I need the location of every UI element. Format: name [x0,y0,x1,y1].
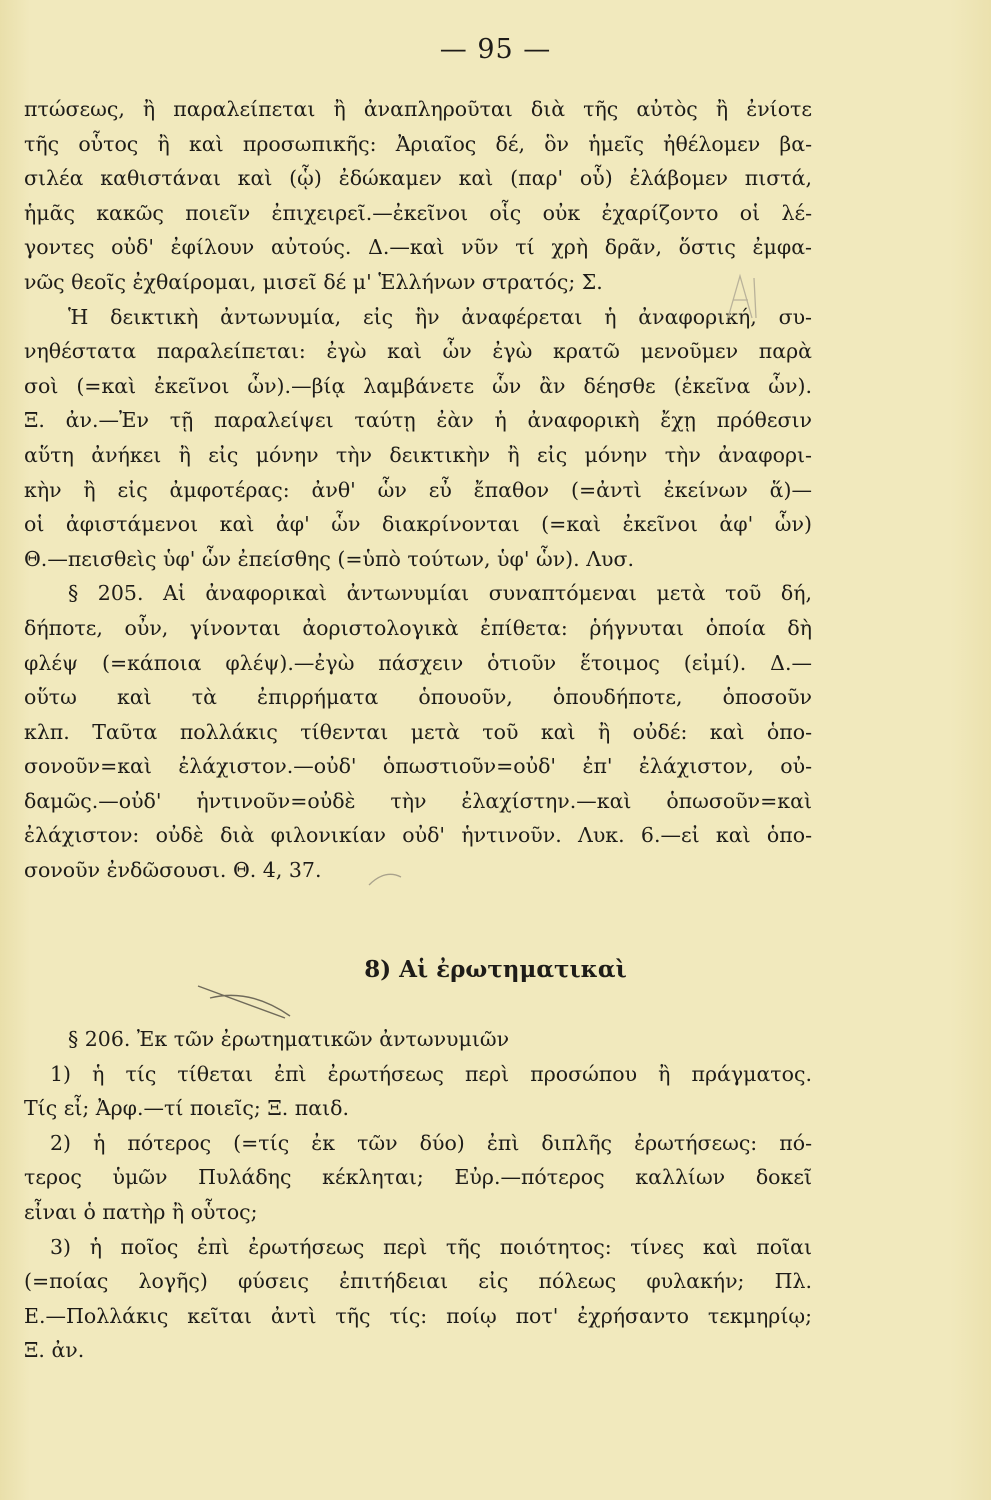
text-line: Ἡ δεικτικὴ ἀντωνυμία, εἰς ἣν ἀναφέρεται ἡ ἀναφορική, συ- [68,304,812,329]
text-line: γοντες οὐδ' ἐφίλουν αὐτούς. Δ.—καὶ νῦν τί χρὴ δρᾶν, ὅστις ἐμφα- [24,235,812,260]
text-line: Θ.—πεισθεὶς ὑφ' ὧν ἐπείσθης (=ὑπὸ τούτων, ὑφ' ὧν). Λυσ. [24,546,634,571]
text-line: § 205. Αἱ ἀναφορικαὶ ἀντωνυμίαι συναπτόμεναι μετὰ τοῦ δή, [68,581,812,606]
text-line: τῆς οὗτος ἢ καὶ προσωπικῆς: Ἀριαῖος δέ, ὃν ἡμεῖς ἠθέλομεν βα- [24,131,812,156]
text-line: νηθέστατα παραλείπεται: ἐγὼ καὶ ὧν ἐγὼ κρατῶ μενοῦμεν παρὰ [24,339,812,364]
text-line: οἱ ἀφιστάμενοι καὶ ἀφ' ὧν διακρίνονται (=καὶ ἐκεῖνοι ἀφ' ὧν) [24,512,812,537]
page-number: — 95 — [439,34,552,65]
text-line: § 206. Ἐκ τῶν ἐρωτηματικῶν ἀντωνυμιῶν [68,1027,510,1051]
text-line: δαμῶς.—οὐδ' ἡντινοῦν=οὐδὲ τὴν ἐλαχίστην.—καὶ ὁπωσοῦν=καὶ [24,788,812,813]
text-line: τερος ὑμῶν Πυλάδης κέκληται; Εὐρ.—πότερος καλλίων δοκεῖ [24,1165,812,1190]
text-line: Ξ. ἀν.—Ἐν τῇ παραλείψει ταύτῃ ἐὰν ἡ ἀναφορικὴ ἔχῃ πρόθεσιν [24,408,812,433]
text-line: Τίς εἶ; Ἀρφ.—τί ποιεῖς; Ξ. παιδ. [24,1096,349,1121]
text-block-lower [24,1022,812,1368]
text-line: 1) ἡ τίς τίθεται ἐπὶ ἐρωτήσεως περὶ προσώπου ἢ πράγματος. [50,1061,812,1086]
text-line: (=ποίας λογῆς) φύσεις ἐπιτήδειαι εἰς πόλεως φυλακήν; Πλ. [24,1269,812,1294]
text-line: σονοῦν ἐνδῶσουσι. Θ. 4, 37. [24,858,322,883]
text-line: 3) ἡ ποῖος ἐπὶ ἐρωτήσεως περὶ τῆς ποιότητος: τίνες καὶ ποῖαι [50,1234,812,1259]
text-line: σιλέα καθιστάναι καὶ (ᾧ) ἐδώκαμεν καὶ (παρ' οὗ) ἐλάβομεν πιστά, [24,166,812,191]
text-line: πτώσεως, ἢ παραλείπεται ἢ ἀναπληροῦται διὰ τῆς αὐτὸς ἢ ἐνίοτε [24,97,812,121]
text-line: ἡμᾶς κακῶς ποιεῖν ἐπιχειρεῖ.—ἐκεῖνοι οἷς οὐκ ἐχαρίζοντο οἱ λέ- [24,200,812,225]
text-block-upper [24,92,812,888]
text-line: δήποτε, οὖν, γίνονται ἀοριστολογικὰ ἐπίθετα: ῥήγνυται ὁποία δὴ [24,615,812,640]
text-line: φλέψ (=κάποια φλέψ).—ἐγὼ πάσχειν ὁτιοῦν ἕτοιμος (εἰμί). Δ.— [24,650,812,675]
text-line: σοὶ (=καὶ ἐκεῖνοι ὧν).—βίᾳ λαμβάνετε ὧν ἂν δέησθε (ἐκεῖνα ὧν). [24,373,812,398]
pencil-mark-icon [365,863,405,893]
text-line: εἶναι ὁ πατὴρ ἢ οὗτος; [24,1199,258,1224]
text-line: σονοῦν=καὶ ἐλάχιστον.—οὐδ' ὁπωστιοῦν=οὐδ' ἐπ' ἐλάχιστον, οὐ- [24,754,812,779]
text-line: κὴν ἢ εἰς ἀμφοτέρας: ἀνθ' ὧν εὖ ἔπαθον (=ἀντὶ ἐκείνων ἅ)— [24,477,812,502]
text-line: 2) ἡ πότερος (=τίς ἐκ τῶν δύο) ἐπὶ διπλῆς ἐρωτήσεως: πό- [50,1130,812,1155]
pencil-mark-icon [190,978,300,1028]
text-line: αὕτη ἀνήκει ἢ εἰς μόνην τὴν δεικτικὴν ἢ εἰς μόνην τὴν ἀναφορι- [24,442,812,467]
text-line: Ε.—Πολλάκις κεῖται ἀντὶ τῆς τίς: ποίῳ ποτ' ἐχρήσαντο τεκμηρίῳ; [24,1303,812,1328]
text-line: κλπ. Ταῦτα πολλάκις τίθενται μετὰ τοῦ καὶ ἢ οὐδέ: καὶ ὁπο- [24,719,812,744]
text-line: οὕτω καὶ τὰ ἐπιρρήματα ὁπουοῦν, ὁπουδήποτε, ὁποσοῦν [24,685,812,710]
pencil-mark-icon [718,268,768,328]
text-line: Ξ. ἀν. [24,1338,85,1363]
text-line: νῶς θεοῖς ἐχθαίρομαι, μισεῖ δέ μ' Ἑλλήνων στρατός; Σ. [24,269,603,294]
section-heading: 8) Αἱ ἐρωτηματικαὶ [364,956,627,983]
text-line: ἐλάχιστον: οὐδὲ διὰ φιλονικίαν οὐδ' ἡντινοῦν. Λυκ. 6.—εἰ καὶ ὁπο- [24,823,812,848]
